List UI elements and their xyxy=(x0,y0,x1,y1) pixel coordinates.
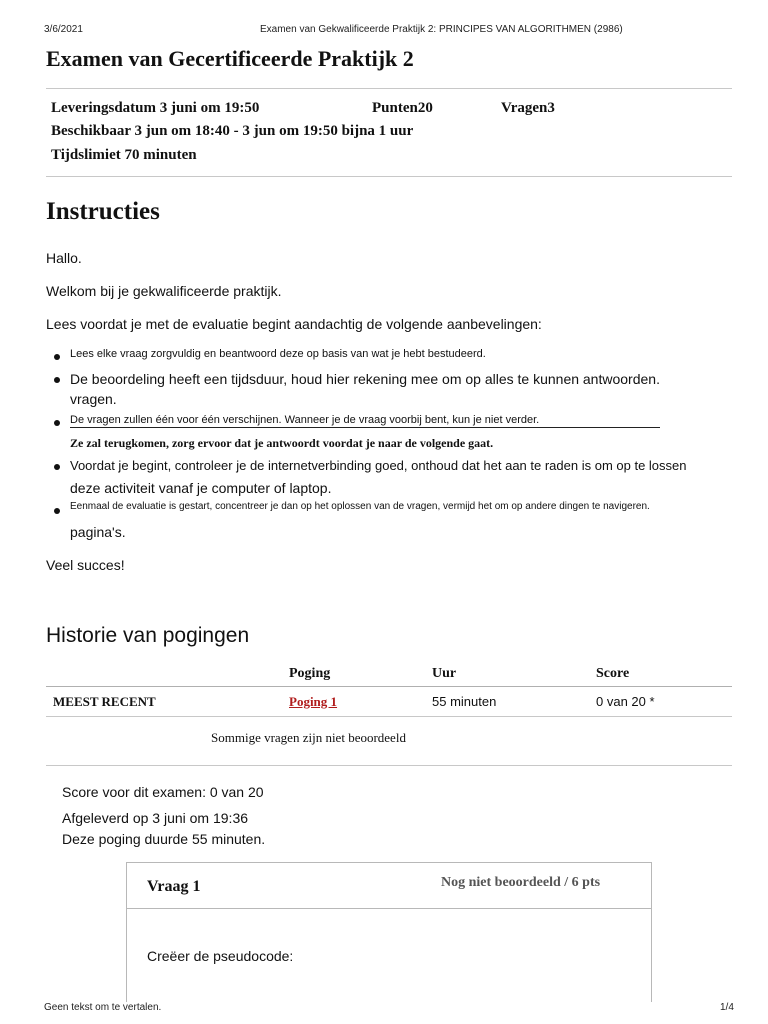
bullet-dot xyxy=(54,464,60,470)
question-prompt: Creëer de pseudocode: xyxy=(147,948,294,964)
closing-text: Veel succes! xyxy=(46,557,125,573)
question-status: Nog niet beoordeeld / 6 pts xyxy=(441,875,601,890)
page-number: 1/4 xyxy=(720,1002,734,1013)
availability: Beschikbaar 3 jun om 18:40 - 3 jun om 19:50 bijna 1 uur xyxy=(51,123,414,139)
bullet-text-cont: Ze zal terugkomen, zorg ervoor dat je antwoordt voordat je naar de volgende gaat. xyxy=(70,436,494,450)
attempt-link[interactable]: Poging 1 xyxy=(289,694,338,709)
bullet-text-cont: pagina's. xyxy=(70,524,126,540)
col-header-time: Uur xyxy=(432,666,457,681)
bullet-dot xyxy=(54,508,60,514)
submitted-at: Afgeleverd op 3 juni om 19:36 xyxy=(62,810,249,826)
bullet-text: Lees elke vraag zorgvuldig en beantwoord deze op basis van wat je hebt bestudeerd. xyxy=(70,348,486,360)
question-header-divider xyxy=(127,908,651,909)
question-count: Vragen3 xyxy=(501,100,555,116)
welcome-text: Welkom bij je gekwalificeerde praktijk. xyxy=(46,283,282,299)
bullet-dot xyxy=(54,377,60,383)
col-header-score: Score xyxy=(596,666,630,681)
row-label: MEEST RECENT xyxy=(53,694,156,709)
exam-score: Score voor dit examen: 0 van 20 xyxy=(62,784,264,800)
attempt-time: 55 minuten xyxy=(432,694,497,709)
divider xyxy=(46,176,732,177)
table-header-divider xyxy=(46,686,732,687)
bullet-text-cont: deze activiteit vanaf je computer of laptop. xyxy=(70,480,332,496)
print-doc-title: Examen van Gekwalificeerde Praktijk 2: PRINCIPES VAN ALGORITHMEN (2986) xyxy=(260,24,623,35)
bullet-text: De beoordeling heeft een tijdsduur, houd hier rekening mee om op alles te kunnen antwoorden. xyxy=(70,371,660,387)
print-date: 3/6/2021 xyxy=(44,24,83,35)
instructions-heading: Instructies xyxy=(46,198,160,225)
bullet-dot xyxy=(54,420,60,426)
divider xyxy=(46,88,732,89)
bullet-text: Voordat je begint, controleer je de internetverbinding goed, onthoud dat het aan te raden is om op te lossen xyxy=(70,458,687,473)
bullet-text: Eenmaal de evaluatie is gestart, concentreer je dan op het oplossen van de vragen, vermijd het om op andere dingen te navigeren. xyxy=(70,501,650,512)
intro-text: Lees voordat je met de evaluatie begint aandachtig de volgende aanbevelingen: xyxy=(46,316,542,332)
print-footer-left: Geen tekst om te vertalen. xyxy=(44,1002,162,1013)
bullet-dot xyxy=(54,354,60,360)
points: Punten20 xyxy=(372,100,433,116)
col-header-attempt: Poging xyxy=(289,666,331,681)
table-row-divider xyxy=(46,716,732,717)
history-heading: Historie van pogingen xyxy=(46,624,250,647)
bullet-text: De vragen zullen één voor één verschijnen. Wanneer je de vraag voorbij bent, kun je niet verder. xyxy=(70,414,660,428)
attempt-duration: Deze poging duurde 55 minuten. xyxy=(62,831,266,847)
time-limit: Tijdslimiet 70 minuten xyxy=(51,147,197,163)
divider xyxy=(46,765,732,766)
attempt-score: 0 van 20 * xyxy=(596,694,655,709)
ungraded-note: Sommige vragen zijn niet beoordeeld xyxy=(211,730,406,745)
bullet-text-cont: vragen. xyxy=(70,391,117,407)
question-title: Vraag 1 xyxy=(147,878,201,895)
attempt-link-wrap[interactable] xyxy=(289,694,337,710)
greeting: Hallo. xyxy=(46,250,82,266)
exam-title: Examen van Gecertificeerde Praktijk 2 xyxy=(46,46,414,71)
due-date: Leveringsdatum 3 juni om 19:50 xyxy=(51,100,260,116)
